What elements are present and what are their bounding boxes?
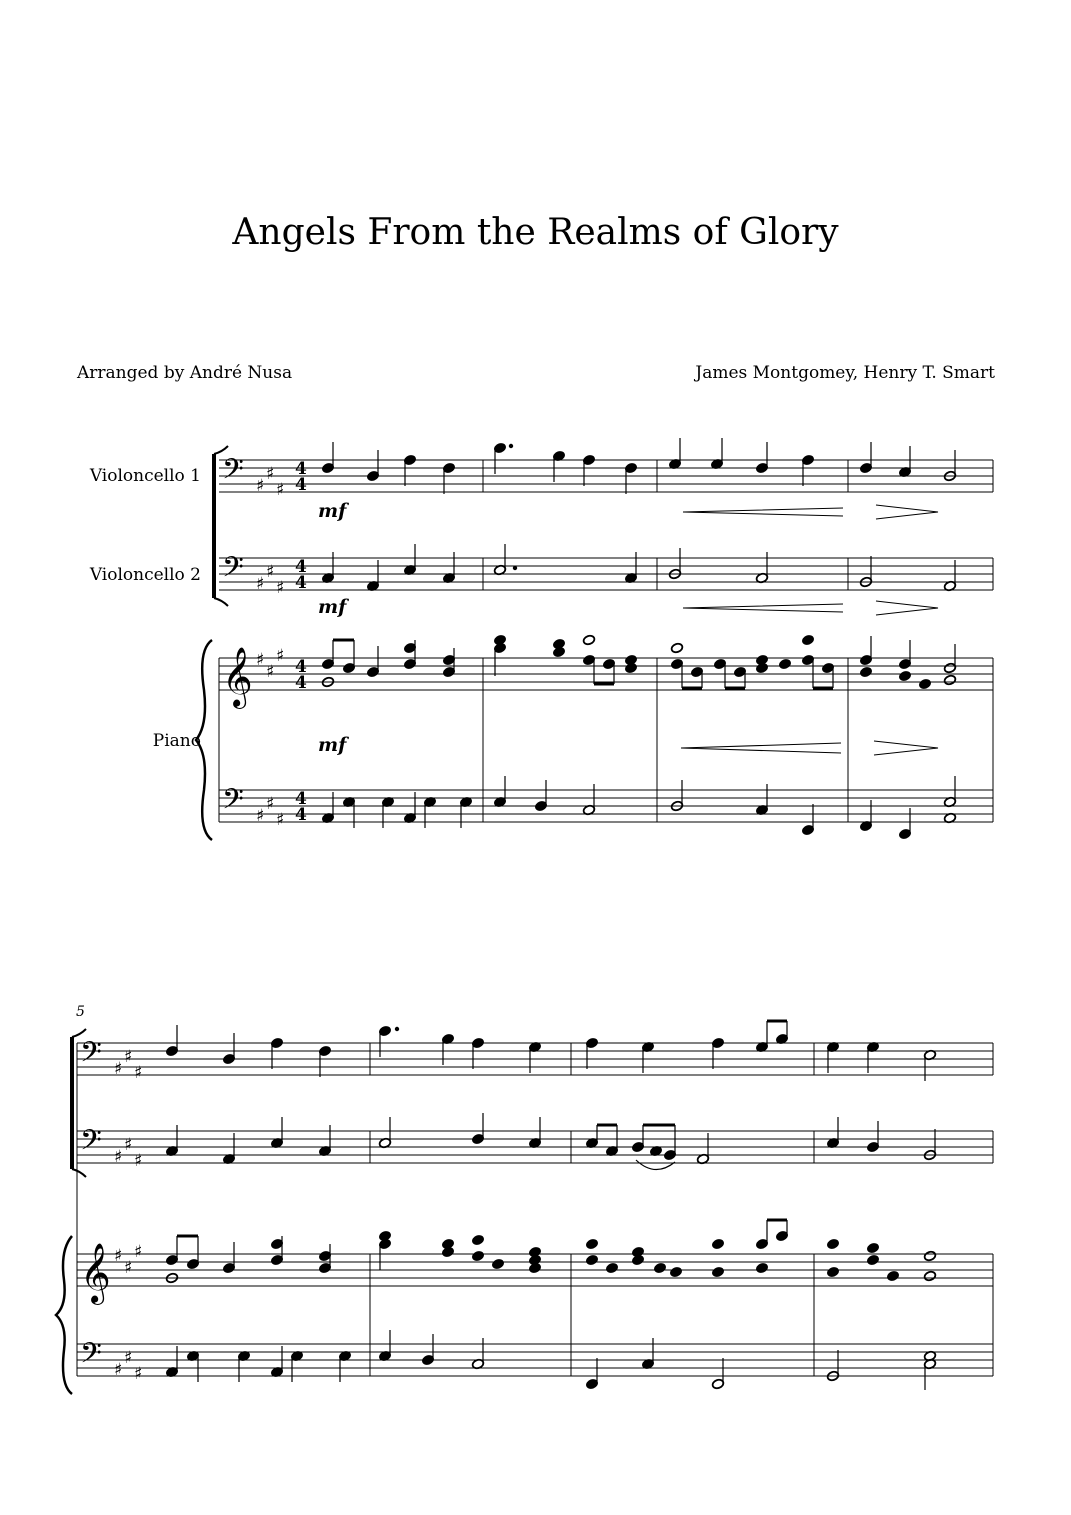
system-1 <box>196 438 993 840</box>
svg-text:♯: ♯ <box>124 1348 133 1368</box>
svg-text:♯: ♯ <box>256 574 265 594</box>
piano-treble-notes-s2 <box>165 1220 936 1284</box>
svg-text:♯: ♯ <box>134 1242 143 1262</box>
svg-text:4: 4 <box>295 459 307 479</box>
svg-text:♯: ♯ <box>134 1364 143 1384</box>
instrument-label-piano: Piano <box>152 731 201 751</box>
svg-text:♯: ♯ <box>266 464 275 484</box>
time-signature <box>295 459 307 825</box>
svg-text:♯: ♯ <box>124 1135 133 1155</box>
treble-clef-icon: 𝄞 <box>222 647 253 707</box>
hairpins <box>681 505 938 755</box>
svg-text:♯: ♯ <box>276 810 285 830</box>
bass-clef-icon: 𝄢 <box>222 783 244 823</box>
svg-text:4: 4 <box>295 557 307 577</box>
svg-text:4: 4 <box>295 805 307 825</box>
svg-text:♯: ♯ <box>114 1147 123 1167</box>
cello1-notes <box>321 438 956 494</box>
bass-clef-icon: 𝄢 <box>222 453 244 493</box>
arranger-credit: Arranged by André Nusa <box>77 363 293 383</box>
svg-text:4: 4 <box>295 673 307 693</box>
bass-clef-icon: 𝄢 <box>80 1124 102 1164</box>
staff-cello1 <box>219 460 993 492</box>
bass-clef-icon: 𝄢 <box>80 1337 102 1377</box>
key-signature <box>256 464 284 830</box>
score-title: Angels From the Realms of Glory <box>232 212 839 253</box>
svg-text:♯: ♯ <box>256 476 265 496</box>
cello2-notes-s2 <box>165 1113 936 1170</box>
svg-text:4: 4 <box>295 789 307 809</box>
svg-text:4: 4 <box>295 573 307 593</box>
bass-clef-icon: 𝄢 <box>222 551 244 591</box>
piano-brace <box>196 640 212 840</box>
piano-bass-notes <box>321 776 956 840</box>
svg-text:4: 4 <box>295 657 307 677</box>
dynamic-mf: mf <box>318 500 347 522</box>
svg-text:♯: ♯ <box>266 562 275 582</box>
bass-clef-icon: 𝄢 <box>80 1036 102 1076</box>
svg-text:♯: ♯ <box>134 1151 143 1171</box>
svg-text:♯: ♯ <box>124 1047 133 1067</box>
piano-treble-notes <box>321 634 956 689</box>
svg-text:♯: ♯ <box>256 806 265 826</box>
svg-text:♯: ♯ <box>266 662 275 682</box>
treble-clef-icon: 𝄞 <box>80 1243 111 1303</box>
svg-text:♯: ♯ <box>114 1059 123 1079</box>
staff-piano-bass <box>219 790 993 822</box>
svg-text:♯: ♯ <box>276 480 285 500</box>
measure-number: 5 <box>76 1004 85 1020</box>
dynamic-mf: mf <box>318 596 347 618</box>
staff-piano-bass-s2 <box>77 1344 993 1376</box>
composer-credit: James Montgomey, Henry T. Smart <box>695 363 995 383</box>
svg-text:♯: ♯ <box>266 794 275 814</box>
svg-text:♯: ♯ <box>124 1258 133 1278</box>
instrument-label-cello1: Violoncello 1 <box>89 466 201 486</box>
svg-text:♯: ♯ <box>114 1246 123 1266</box>
svg-text:♯: ♯ <box>276 578 285 598</box>
svg-text:♯: ♯ <box>114 1360 123 1380</box>
svg-text:4: 4 <box>295 475 307 495</box>
svg-text:♯: ♯ <box>134 1063 143 1083</box>
system-2 <box>56 1021 993 1394</box>
dynamic-mf: mf <box>318 734 347 756</box>
staff-cello2 <box>219 558 993 590</box>
svg-text:♯: ♯ <box>256 650 265 670</box>
instrument-label-cello2: Violoncello 2 <box>89 565 201 585</box>
svg-text:♯: ♯ <box>276 646 285 666</box>
key-signature <box>114 1047 142 1384</box>
cello2-notes <box>321 544 956 592</box>
